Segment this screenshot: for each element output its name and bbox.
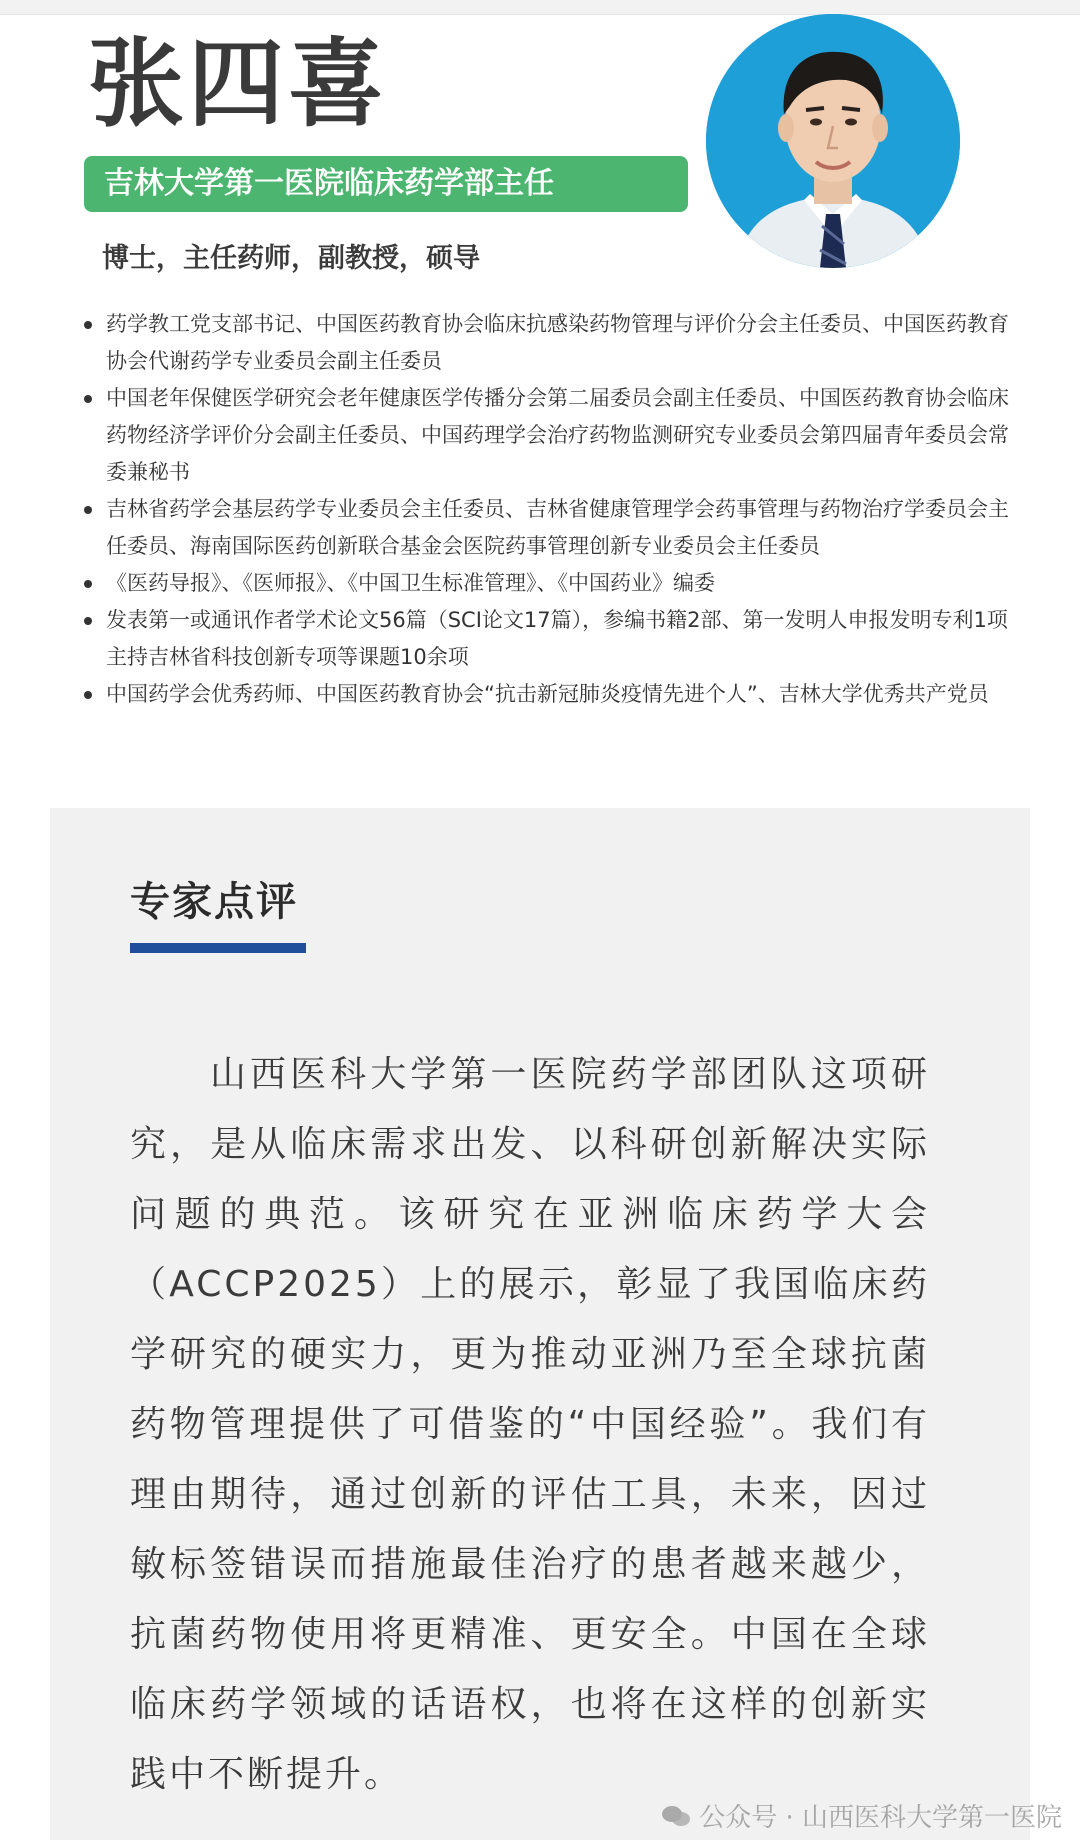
avatar — [706, 14, 960, 268]
watermark-label: 公众号 · 山西医科大学第一医院 — [699, 1803, 1062, 1833]
top-divider — [0, 0, 1080, 15]
wechat-icon — [661, 1804, 691, 1828]
heading-underline — [130, 943, 306, 953]
bio-item: 中国药学会优秀药师、中国医药教育协会“抗击新冠肺炎疫情先进个人”、吉林大学优秀共产党员 — [82, 676, 1026, 713]
bio-item: 《医药导报》、《医师报》、《中国卫生标准管理》、《中国药业》编委 — [82, 565, 1026, 602]
bio-item: 药学教工党支部书记、中国医药教育协会临床抗感染药物管理与评价分会主任委员、中国医药教育协会代谢药学专业委员会副主任委员 — [82, 306, 1026, 380]
review-body: 山西医科大学第一医院药学部团队这项研究，是从临床需求出发、以科研创新解决实际问题的典范。该研究在亚洲临床药学大会（ACCP2025）上的展示，彰显了我国临床药学研究的硬实力，更为推动亚洲乃至全球抗菌药物管理提供了可借鉴的“中国经验”。我们有理由期待，通过创新的评估工具，未来，因过敏标签错误而措施最佳治疗的患者越来越少，抗菌药物使用将更精准、更安全。中国在全球临床药学领域的话语权，也将在这样的创新实践中不断提升。 — [130, 1054, 930, 1795]
position-title-badge: 吉林大学第一医院临床药学部主任 — [84, 156, 688, 212]
review-heading: 专家点评 — [130, 879, 298, 925]
bio-list — [82, 306, 1026, 713]
expert-review-panel — [50, 808, 1030, 1840]
bio-item: 中国老年保健医学研究会老年健康医学传播分会第二届委员会副主任委员、中国医药教育协会临床药物经济学评价分会副主任委员、中国药理学会治疗药物监测研究专业委员会第四届青年委员会常委兼秘书 — [82, 380, 1026, 491]
expert-name: 张四喜 — [88, 28, 388, 140]
credentials: 博士，主任药师，副教授，硕导 — [102, 243, 480, 274]
bio-item: 吉林省药学会基层药学专业委员会主任委员、吉林省健康管理学会药事管理与药物治疗学委员会主任委员、海南国际医药创新联合基金会医院药事管理创新专业委员会主任委员 — [82, 491, 1026, 565]
bio-item: 发表第一或通讯作者学术论文56篇（SCI论文17篇），参编书籍2部、第一发明人申报发明专利1项主持吉林省科技创新专项等课题10余项 — [82, 602, 1026, 676]
portrait-illustration — [706, 14, 960, 268]
watermark — [661, 1797, 1062, 1834]
